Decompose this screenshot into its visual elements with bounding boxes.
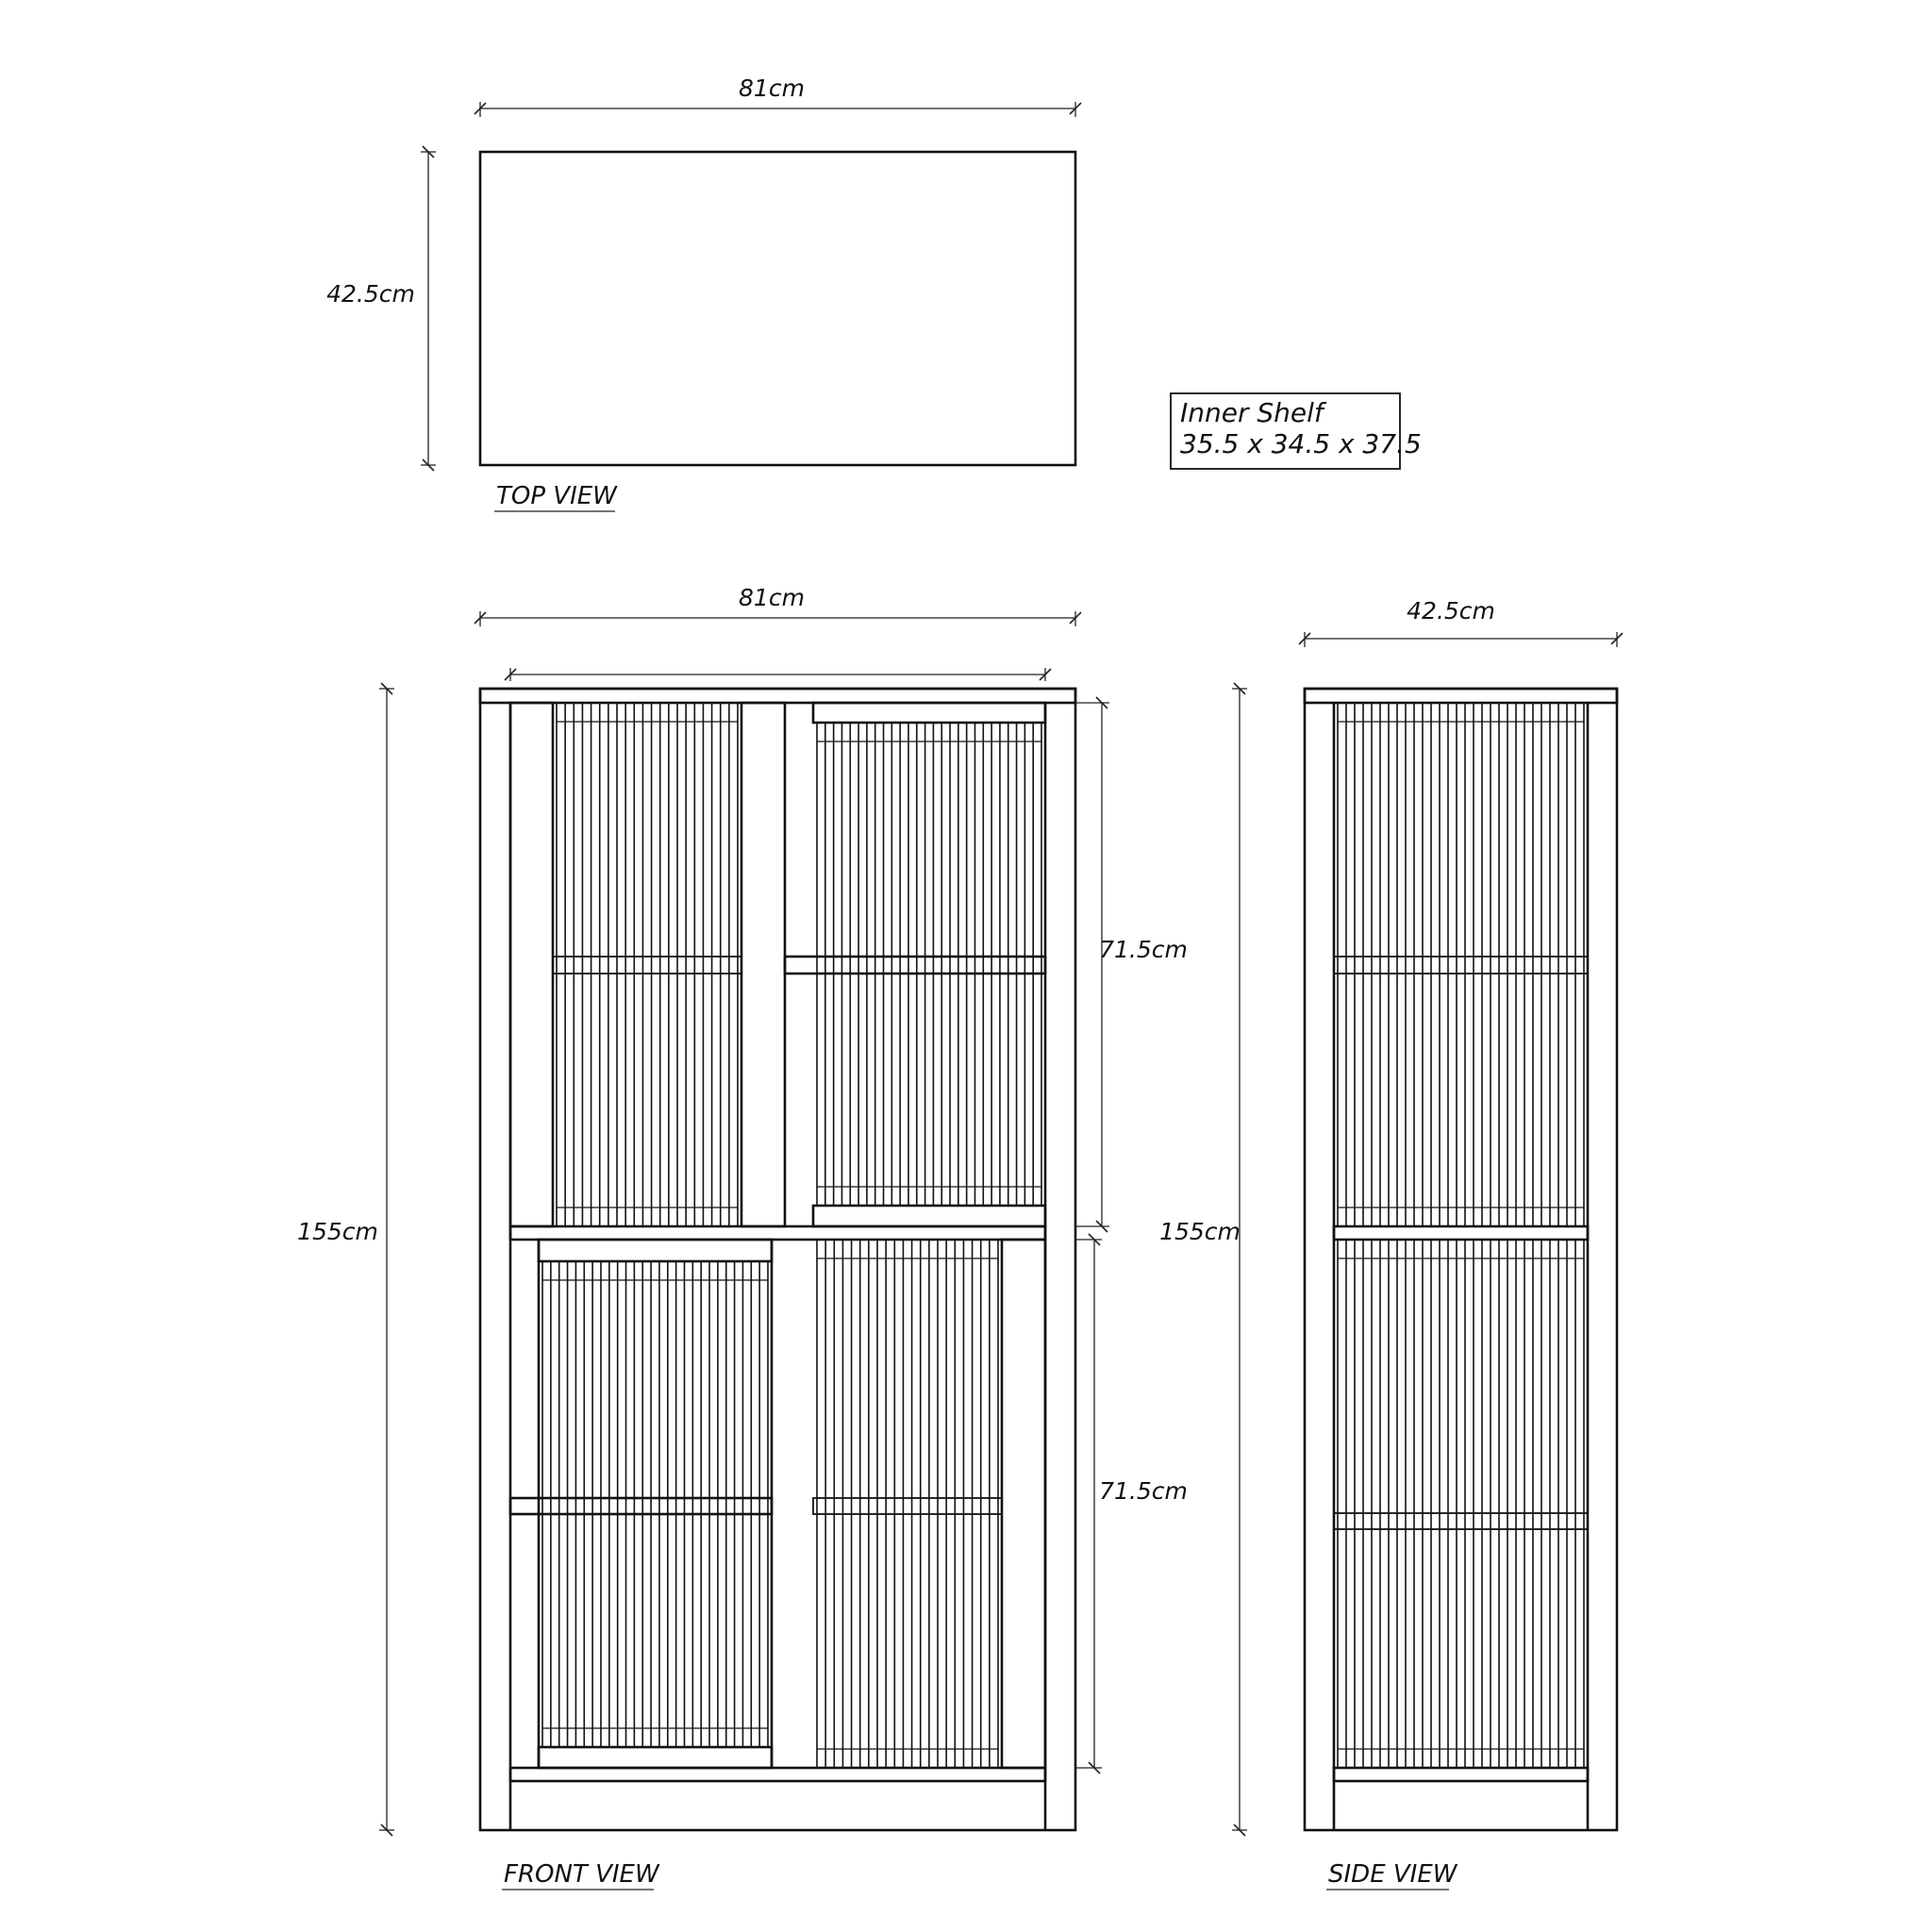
side-view-upper-slats [1338, 703, 1584, 1226]
lower-left-inner-shelf [510, 1498, 772, 1514]
side-view-depth-label: 42.5cm [1407, 597, 1495, 625]
front-view [297, 584, 1188, 1890]
upper-right-door-bottom-rail [813, 1206, 1045, 1226]
upper-right-door-slats [817, 723, 1041, 1206]
front-view-upper-section-label: 71.5cm [1099, 936, 1188, 963]
upper-right-door-top-rail [813, 703, 1045, 723]
side-view-height-label: 155cm [1159, 1218, 1241, 1245]
side-view-lower-slats [1338, 1240, 1584, 1768]
upper-left-door-stile [510, 703, 553, 1226]
top-view-title: TOP VIEW [496, 482, 617, 510]
front-view-upper-section-dimension [1075, 697, 1188, 1232]
front-view-inner-width-dimension [505, 668, 1051, 681]
side-view-depth-dimension [1299, 597, 1623, 647]
side-view-height-dimension [1159, 683, 1247, 1836]
front-view-outline [480, 689, 1075, 1830]
side-view-top-board [1305, 689, 1617, 703]
front-view-width-dimension [475, 584, 1081, 626]
top-view-width-label: 81cm [739, 75, 805, 102]
inner-shelf-note [1171, 393, 1422, 469]
top-view [326, 75, 1081, 511]
lower-right-door-slats [817, 1240, 998, 1768]
side-view-bottom-rail [1334, 1768, 1588, 1781]
top-view-depth-dimension [326, 146, 436, 471]
front-view-height-label: 155cm [297, 1218, 378, 1245]
lower-left-door-bottom-rail [539, 1747, 772, 1768]
front-view-top-board [480, 689, 1075, 703]
front-view-middle-shelf [510, 1226, 1045, 1240]
upper-center-stile [741, 703, 785, 1226]
side-view [1159, 597, 1623, 1890]
front-view-width-label: 81cm [739, 584, 805, 611]
inner-shelf-note-dimensions: 35.5 x 34.5 x 37.5 [1180, 428, 1422, 459]
inner-shelf-note-title: Inner Shelf [1180, 397, 1324, 428]
front-view-title: FRONT VIEW [504, 1860, 659, 1889]
side-view-middle-shelf [1334, 1226, 1588, 1240]
front-view-bottom-rail [510, 1768, 1045, 1781]
upper-left-door-slats [557, 703, 738, 1226]
upper-left-door-crossbar [553, 957, 741, 974]
front-view-lower-section-label: 71.5cm [1099, 1477, 1188, 1505]
top-view-width-dimension [475, 75, 1081, 117]
front-view-height-dimension [297, 683, 394, 1836]
lower-right-door-crossbar [813, 1498, 1002, 1514]
top-view-depth-label: 42.5cm [326, 280, 415, 308]
lower-left-door-slats [542, 1261, 768, 1747]
top-view-outline [480, 152, 1075, 465]
lower-left-door-top-rail [539, 1240, 772, 1261]
side-view-outline [1305, 689, 1617, 1830]
front-view-lower-section-dimension [1075, 1234, 1188, 1774]
side-view-title: SIDE VIEW [1328, 1860, 1457, 1889]
lower-right-door-stile [1002, 1240, 1045, 1768]
upper-right-inner-shelf [785, 957, 1045, 974]
